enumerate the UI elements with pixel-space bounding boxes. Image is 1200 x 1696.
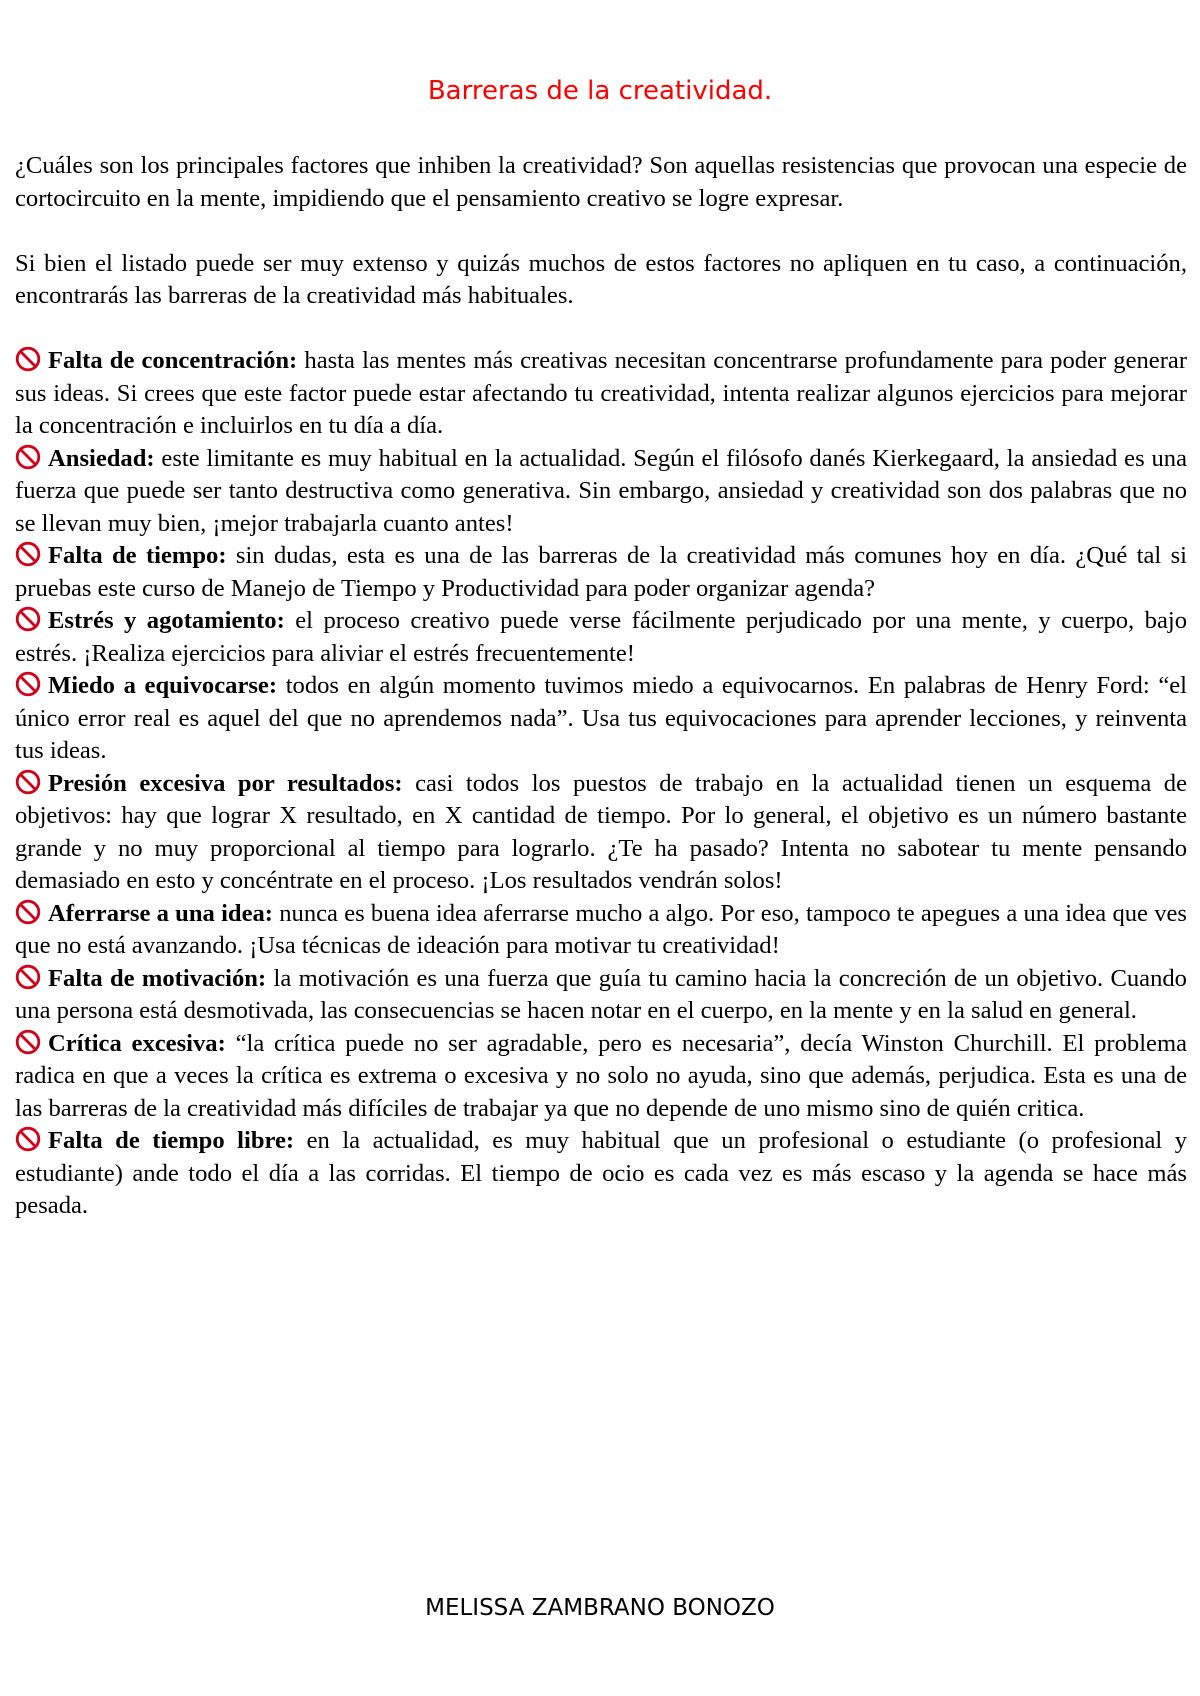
no-entry-sign-icon xyxy=(15,964,41,990)
barrier-title: Falta de tiempo libre: xyxy=(48,1127,295,1154)
barrier-title: Presión excesiva por resultados: xyxy=(48,769,403,797)
barrier-description: en la actualidad, es muy habitual que un profesional o estudiante (o profesional y estudiante) ande todo el día a las corridas. El tiempo de ocio es cada vez es más escaso y la agenda se hace más pesada. xyxy=(15,1127,1187,1219)
barrier-description: sin dudas, esta es una de las barreras de la creatividad más comunes hoy en día. ¿Qué tal si pruebas este curso de Manejo de Tiempo y Productividad para poder organizar agenda? xyxy=(15,542,1187,602)
no-entry-sign-icon xyxy=(15,444,41,470)
barrier-title: Ansiedad: xyxy=(48,444,155,472)
paragraph-spacer xyxy=(15,215,1187,248)
barrier-title: Aferrarse a una idea: xyxy=(48,899,273,927)
barrier-item xyxy=(15,1125,1187,1223)
barrier-description: casi todos los puestos de trabajo en la actualidad tienen un esquema de objetivos: hay que lograr X resultado, en X cantidad de tiempo. Por lo general, el objetivo es un número bastante grande y no muy proporcional al tiempo para lograrlo. ¿Te ha pasado? Intenta no sabotear tu mente pensando demasiado en esto y concéntrate en el proceso. ¡Los resultados vendrán solos! xyxy=(15,769,1187,894)
no-entry-sign-icon xyxy=(15,671,41,697)
barrier-title: Falta de tiempo: xyxy=(48,542,227,569)
no-entry-sign-icon xyxy=(15,606,41,632)
no-entry-sign-icon xyxy=(15,346,41,372)
no-entry-sign-icon xyxy=(15,541,41,567)
barrier-item xyxy=(15,1028,1187,1126)
no-entry-sign-icon xyxy=(15,899,41,925)
barrier-description: la motivación es una fuerza que guía tu camino hacia la concreción de un objetivo. Cuando una persona está desmotivada, las consecuencias se hacen notar en el cuerpo, en la mente y en la salud en general. xyxy=(15,964,1187,1024)
document-title: Barreras de la creatividad. xyxy=(427,76,773,106)
barrier-item xyxy=(15,963,1187,1028)
barrier-description: todos en algún momento tuvimos miedo a equivocarnos. En palabras de Henry Ford: “el único error real es aquel del que no aprendemos nada”. Usa tus equivocaciones para aprender lecciones, y reinventa tus ideas. xyxy=(15,672,1187,764)
no-entry-sign-icon xyxy=(15,769,41,795)
barrier-title: Crítica excesiva: xyxy=(48,1029,226,1057)
intro-paragraph: ¿Cuáles son los principales factores que inhiben la creatividad? Son aquellas resistencias que provocan una especie de cortocircuito en la mente, impidiendo que el pensamiento creativo se logre expresar. xyxy=(15,152,1187,212)
barrier-item xyxy=(15,540,1187,605)
barrier-item xyxy=(15,898,1187,963)
no-entry-sign-icon xyxy=(15,1126,41,1152)
barrier-title: Estrés y agotamiento: xyxy=(48,607,285,634)
author-name: MELISSA ZAMBRANO BONOZO xyxy=(425,1595,775,1621)
barrier-title: Falta de concentración: xyxy=(48,347,298,374)
barrier-description: este limitante es muy habitual en la actualidad. Según el filósofo danés Kierkegaard, la ansiedad es una fuerza que puede ser tanto destructiva como generativa. Sin embargo, ansiedad y creatividad son dos palabras que no se llevan muy bien, ¡mejor trabajarla cuanto antes! xyxy=(15,444,1187,537)
barrier-item xyxy=(15,345,1187,443)
barrier-item xyxy=(15,443,1187,541)
intro-paragraph: Si bien el listado puede ser muy extenso y quizás muchos de estos factores no apliquen en tu caso, a continuación, encontrarás las barreras de la creatividad más habituales. xyxy=(15,249,1187,309)
barrier-item xyxy=(15,768,1187,898)
barrier-description: nunca es buena idea aferrarse mucho a algo. Por eso, tampoco te apegues a una idea que ves que no está avanzando. ¡Usa técnicas de ideación para motivar tu creatividad! xyxy=(15,899,1187,959)
barrier-title: Falta de motivación: xyxy=(48,964,267,992)
barrier-title: Miedo a equivocarse: xyxy=(48,672,278,699)
barrier-description: hasta las mentes más creativas necesitan concentrarse profundamente para poder generar sus ideas. Si crees que este factor puede estar afectando tu creatividad, intenta realizar algunos ejercicios para mejorar la concentración e incluirlos en tu día a día. xyxy=(15,347,1188,439)
barrier-item xyxy=(15,670,1187,768)
barriers-list xyxy=(15,345,1187,1223)
barrier-description: el proceso creativo puede verse fácilmente perjudicado por una mente, y cuerpo, bajo estrés. ¡Realiza ejercicios para aliviar el estrés frecuentemente! xyxy=(15,607,1187,667)
barrier-description: “la crítica puede no ser agradable, pero es necesaria”, decía Winston Churchill. El problema radica en que a veces la crítica es extrema o excesiva y no solo no ayuda, sino que además, perjudica. Esta es una de las barreras de la creatividad más difíciles de trabajar ya que no depende de uno mismo sino de quién critica. xyxy=(15,1029,1187,1122)
barrier-item xyxy=(15,605,1187,670)
no-entry-sign-icon xyxy=(15,1029,41,1055)
document-body xyxy=(15,150,1187,1223)
paragraph-spacer xyxy=(15,313,1187,346)
